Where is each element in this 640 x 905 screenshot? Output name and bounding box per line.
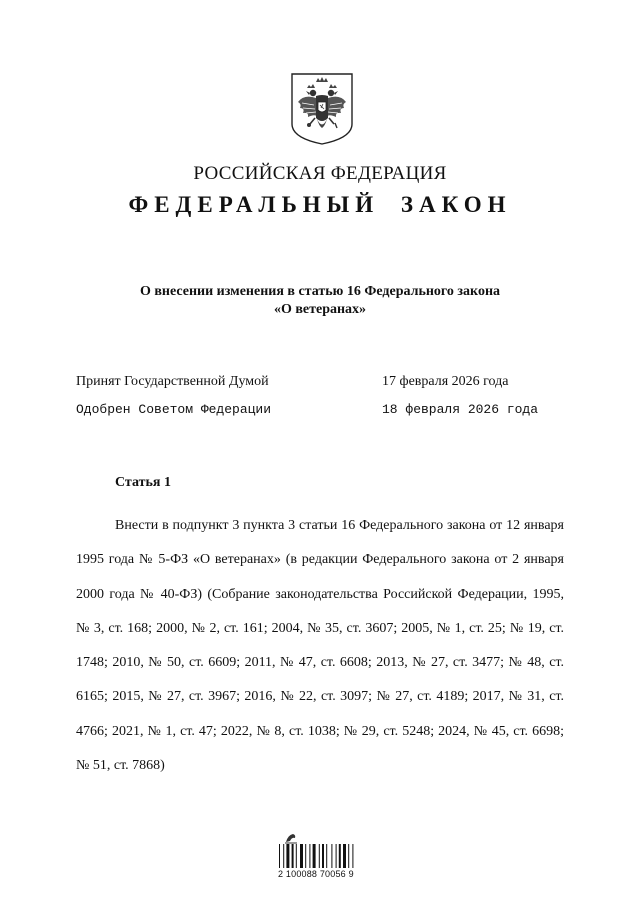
barcode-stripe: [313, 844, 316, 868]
barcode-stripe: [336, 844, 337, 868]
barcode-stripe: [279, 844, 280, 868]
barcode-stripe: [322, 844, 324, 868]
barcode-stripe: [343, 844, 346, 868]
country-name: РОССИЙСКАЯ ФЕДЕРАЦИЯ: [193, 163, 447, 184]
law-title-line-2: «О ветеранах»: [273, 302, 367, 317]
barcode-stripe: [283, 844, 284, 868]
article-text: Внести в подпункт 3 пункта 3 статьи 16 Федерального закона от 12 января 1995 года № 5-ФЗ «О ветеранах» (в редакции Федерального закона от 2 января 2000 года № 40-ФЗ) (Собрание законодательства Российской Федерации, 1995, № 3, ст. 168; 2000, № 2, ст. 161; 2004, № 35, ст. 3607; 2005, № 1, ст. 25; № 19, ст. 1748; 2010, № 50, ст. 6609; 2011, № 47, ст. 6608; 2013, № 27, ст. 3477; № 48, ст. 6165; 2015, № 27, ст. 3967; 2016, № 22, ст. 3097; № 27, ст. 4189; 2017, № 31, ст. 4766; 2021, № 1, ст. 47; 2022, № 8, ст. 1038; № 29, ст. 5248; 2024, № 45, ст. 6698; № 51, ст. 7868): [76, 518, 564, 774]
duma-adoption-row: [76, 374, 556, 394]
barcode-stripe: [309, 844, 310, 868]
council-label: Одобрен Советом Федерации: [76, 402, 272, 417]
duma-label: Принят Государственной Думой: [76, 374, 269, 389]
barcode-stripe: [286, 844, 289, 868]
barcode-stripe: [331, 844, 332, 868]
barcode-stripe: [352, 844, 353, 868]
barcode-stripe: [348, 844, 349, 868]
law-title-line-1: О внесении изменения в статью 16 Федерального закона: [139, 284, 501, 299]
barcode-number: 2 100088 70056 9: [278, 869, 354, 879]
barcode-stripe: [339, 844, 341, 868]
article-heading: Статья 1: [115, 475, 171, 490]
document-type: ФЕДЕРАЛЬНЫЙ ЗАКОН: [128, 192, 512, 217]
duma-date: 17 февраля 2026 года: [382, 374, 509, 389]
council-date: 18 февраля 2026 года: [382, 402, 539, 417]
barcode: [278, 832, 364, 882]
barcode-stripe: [305, 844, 306, 868]
barcode-mark-icon: [284, 832, 298, 844]
law-title: [0, 283, 640, 319]
barcode-stripe: [300, 844, 303, 868]
barcode-bars: [278, 844, 364, 868]
council-approval-row: [76, 402, 556, 422]
barcode-stripe: [292, 844, 294, 868]
coat-of-arms-icon: [290, 72, 354, 146]
barcode-stripe: [319, 844, 320, 868]
barcode-stripe: [326, 844, 327, 868]
barcode-stripe: [296, 844, 297, 868]
